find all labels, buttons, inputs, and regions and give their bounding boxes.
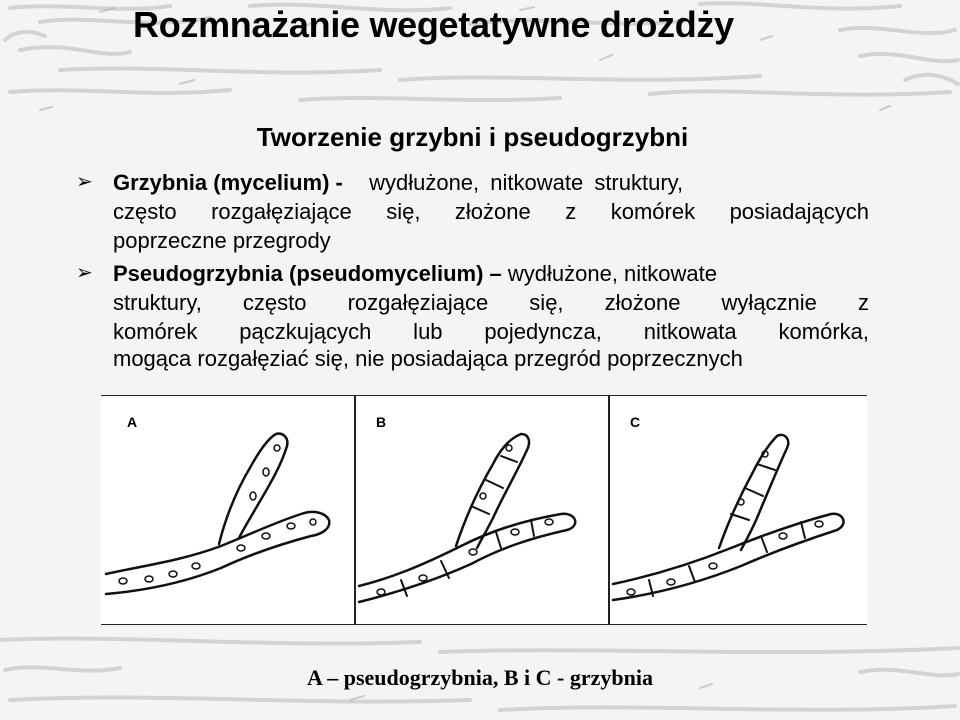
bullet-1-text-1: wydłużone, nitkowate struktury, <box>369 170 684 195</box>
hyphae-illustration <box>101 396 867 624</box>
panel-c-drawing <box>613 435 844 600</box>
panel-label-a: A <box>127 414 138 430</box>
page-title: Rozmnażanie wegetatywne drożdży <box>133 4 734 45</box>
arrowhead-bullet-icon: ➢ <box>76 262 93 284</box>
section-subtitle: Tworzenie grzybni i pseudogrzybni <box>256 122 689 152</box>
bullet-1-line-3: poprzeczne przegrody <box>113 228 331 253</box>
bullet-2-line-2: struktury, często rozgałęziające się, złożone wyłącznie z <box>113 290 869 315</box>
bullet-2-text-1: wydłużone, nitkowate <box>507 261 717 286</box>
bullet-2-term: Pseudogrzybnia (pseudomycelium) – <box>113 261 502 286</box>
bullet-2-line-1 <box>113 263 869 285</box>
bullet-1-term: Grzybnia (mycelium) - <box>113 170 343 195</box>
panel-label-c: C <box>630 414 641 430</box>
panel-b-drawing <box>359 434 575 602</box>
hyphae-figure <box>101 395 867 625</box>
panel-a-drawing <box>106 434 329 594</box>
bullet-2-line-3: komórek pączkujących lub pojedyncza, nitkowata komórka, <box>113 319 869 344</box>
bullet-1-line-1 <box>113 172 869 194</box>
bullet-1-line-2: często rozgałęziające się, złożone z komórek posiadających <box>113 199 869 224</box>
figure-caption: A – pseudogrzybnia, B i C - grzybnia <box>307 665 653 690</box>
panel-label-b: B <box>376 414 387 430</box>
arrowhead-bullet-icon: ➢ <box>76 171 93 193</box>
bullet-2-line-4: mogąca rozgałęziać się, nie posiadająca przegród poprzecznych <box>113 346 743 371</box>
